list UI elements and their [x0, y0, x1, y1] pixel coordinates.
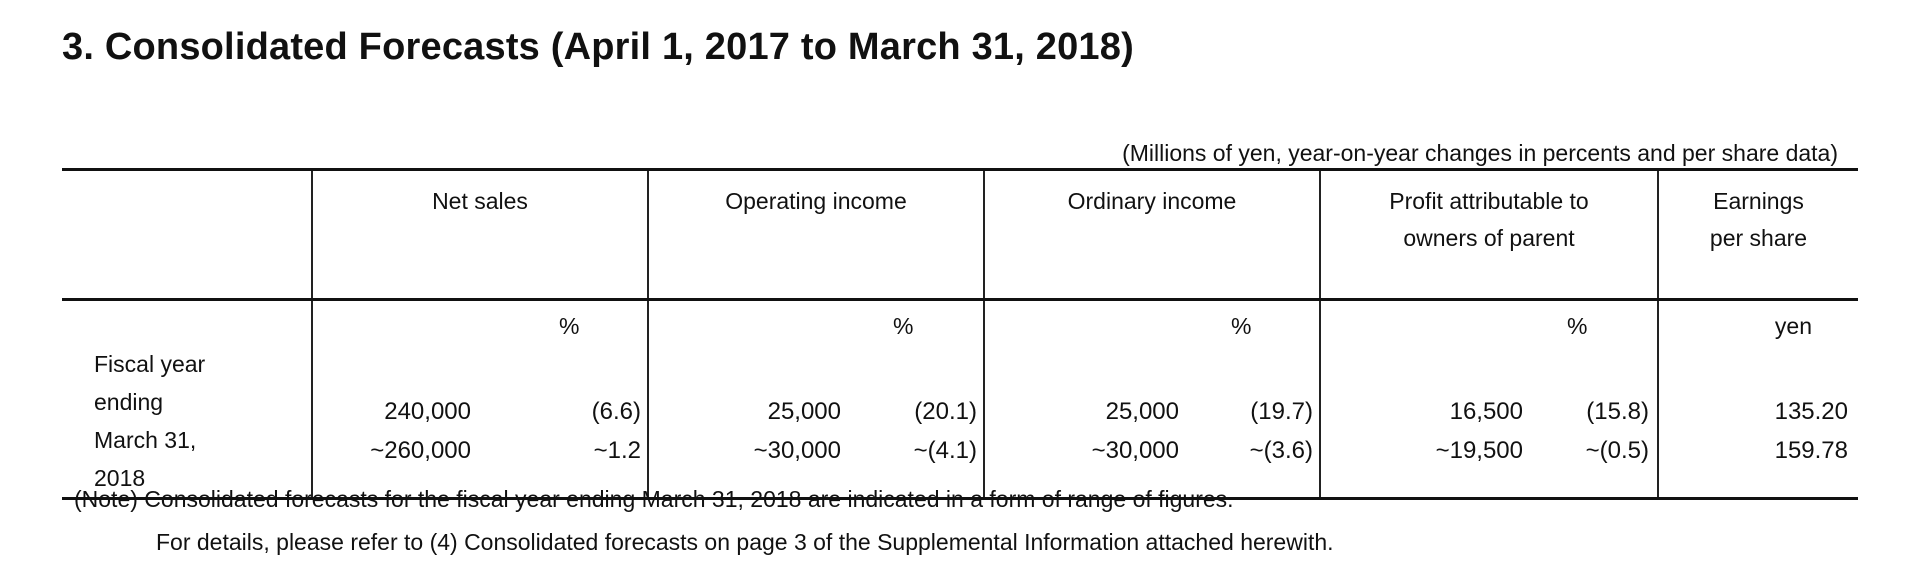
operating-income-high: ~30,000: [753, 437, 841, 464]
row-label-line3: March 31,: [94, 427, 197, 453]
profit-cell: [1320, 300, 1658, 499]
ordinary-income-low: 25,000: [1105, 398, 1179, 425]
operating-income-cell: [648, 300, 984, 499]
table-header-row: [62, 170, 1858, 300]
header-eps: [1658, 170, 1858, 300]
operating-income-low: 25,000: [767, 398, 841, 425]
header-net-sales: Net sales: [312, 170, 648, 300]
profit-high: ~19,500: [1435, 437, 1523, 464]
eps-cell: [1658, 300, 1858, 499]
row-label-line4: 2018: [94, 465, 146, 491]
units-note: (Millions of yen, year-on-year changes in percents and per share data): [1122, 140, 1838, 166]
header-eps-line1: Earnings: [1713, 188, 1804, 214]
net-sales-pct-low: (6.6): [591, 398, 641, 425]
header-operating-income: Operating income: [648, 170, 984, 300]
net-sales-pct-high: ~1.2: [593, 437, 641, 464]
header-ordinary-income: Ordinary income: [984, 170, 1320, 300]
forecast-table: [62, 168, 1858, 500]
profit-low: 16,500: [1449, 398, 1523, 425]
header-empty-cell: [62, 170, 312, 300]
net-sales-cell: [312, 300, 648, 499]
net-sales-pct-symbol: %: [559, 313, 580, 339]
net-sales-low: 240,000: [384, 398, 471, 425]
operating-income-pct-high: ~(4.1): [913, 437, 977, 464]
header-eps-line2: per share: [1709, 225, 1808, 251]
note-line-2: For details, please refer to (4) Consolidated forecasts on page 3 of the Supplemental Information attached herewith.: [156, 529, 1334, 555]
ordinary-income-pct-symbol: %: [1231, 313, 1252, 339]
header-profit-attributable: [1320, 170, 1658, 300]
ordinary-income-pct-low: (19.7): [1250, 398, 1313, 425]
header-profit-line2: owners of parent: [1403, 225, 1575, 251]
profit-pct-high: ~(0.5): [1585, 437, 1649, 464]
header-profit-line1: Profit attributable to: [1389, 188, 1589, 214]
ordinary-income-cell: [984, 300, 1320, 499]
row-label-line2: ending: [94, 389, 164, 415]
ordinary-income-high: ~30,000: [1091, 437, 1179, 464]
row-label-line1: Fiscal year: [94, 351, 206, 377]
operating-income-pct-symbol: %: [893, 313, 914, 339]
operating-income-pct-low: (20.1): [914, 398, 977, 425]
section-heading: 3. Consolidated Forecasts (April 1, 2017 to March 31, 2018): [62, 26, 1134, 68]
eps-high: 159.78: [1774, 437, 1848, 464]
note-line-1: (Note) Consolidated forecasts for the fiscal year ending March 31, 2018 are indicated in a form of range of figures.: [74, 486, 1234, 512]
eps-unit: yen: [1774, 313, 1812, 339]
ordinary-income-pct-high: ~(3.6): [1249, 437, 1313, 464]
net-sales-high: ~260,000: [370, 437, 471, 464]
table-row: [62, 300, 1858, 499]
profit-pct-low: (15.8): [1586, 398, 1649, 425]
profit-pct-symbol: %: [1567, 313, 1588, 339]
row-label: [62, 301, 311, 497]
eps-low: 135.20: [1774, 398, 1848, 425]
row-label-cell: [62, 300, 312, 499]
